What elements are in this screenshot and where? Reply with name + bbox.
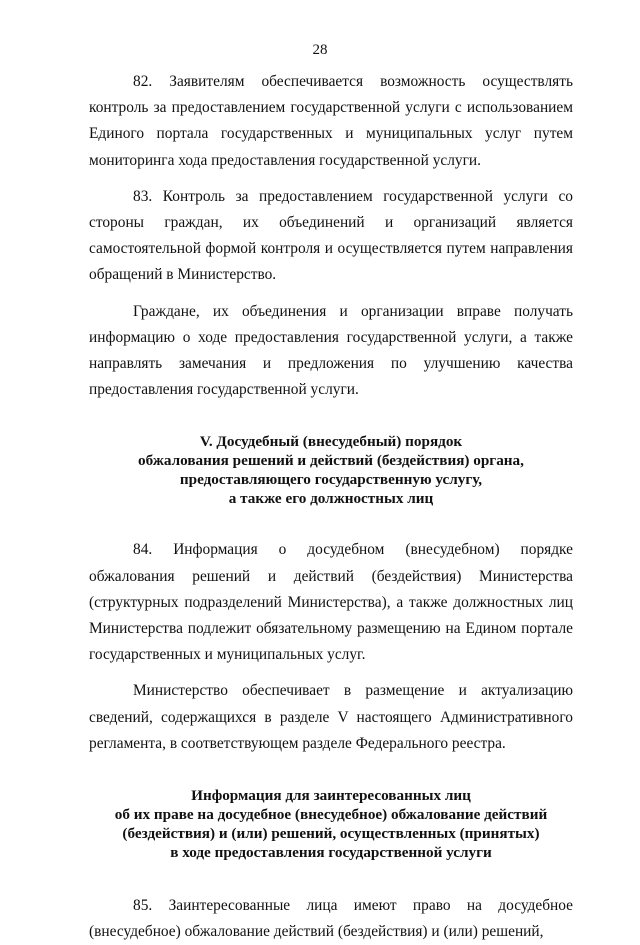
info-heading [89,786,573,862]
paragraph-83-citizens: Граждане, их объединения и организации вправе получать информацию о ходе предоставления государственной услуги, а также направлять замечания и предложения по улучшению качества предоставления государственной услуги. [89,302,573,399]
paragraph-84: 84. Информация о досудебном (внесудебном) порядке обжалования решений и действий (бездействия) Министерства (структурных подразделений Министерства), а также должностных лиц Министерства подлежит обязательному размещению на Едином портале государственных и муниципальных услуг. [89,541,573,664]
heading-line: Информация для заинтересованных лиц [191,787,471,805]
page-number: 28 [312,42,328,58]
paragraph-82: 82. Заявителям обеспечивается возможность осуществлять контроль за предоставлением государственной услуги с использованием Единого портала государственных и муниципальных услуг путем мониторинга хода предоставления государственной услуги. [89,73,573,169]
paragraph-85: 85. Заинтересованные лица имеют право на досудебное (внесудебное) обжалование действий (бездействия) и (или) решений, [89,897,573,941]
heading-line: V. Досудебный (внесудебный) порядок [199,433,463,451]
document-body [89,69,573,945]
paragraph-83: 83. Контроль за предоставлением государственной услуги со стороны граждан, их объединений и организаций является самостоятельной формой контроля и осуществляется путем направления обращений в Министерство. [89,187,573,284]
paragraph-84-ministry: Министерство обеспечивает в размещение и актуализацию сведений, содержащихся в разделе V настоящего Административного регламента, в соответствующем разделе Федерального реестра. [89,682,573,752]
section-5-heading [89,432,573,508]
heading-line: обжалования решений и действий (бездействия) органа, [138,452,524,470]
heading-line: предоставляющего государственную услугу, [179,471,483,489]
heading-line: (бездействия) и (или) решений, осуществленных (принятых) [122,825,540,843]
heading-line: в ходе предоставления государственной услуги [170,844,492,862]
heading-line: об их праве на досудебное (внесудебное) обжалование действий [114,806,548,824]
heading-line: а также его должностных лиц [228,490,434,508]
